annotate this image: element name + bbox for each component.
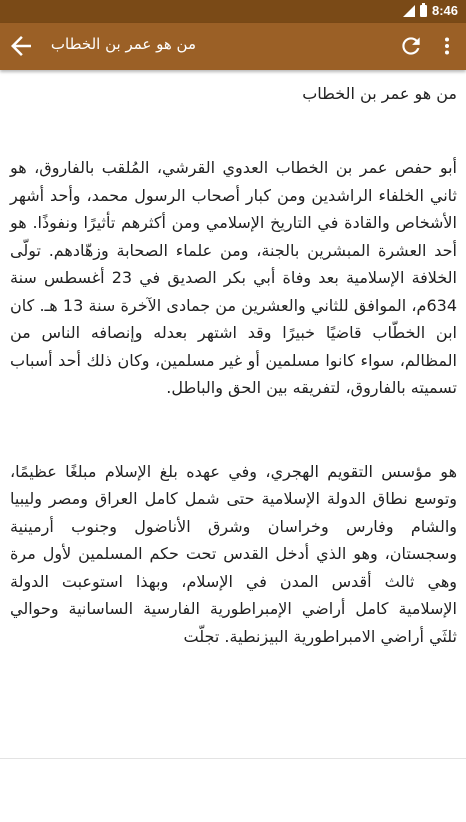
more-vert-icon[interactable]	[435, 33, 459, 59]
status-bar	[0, 0, 466, 23]
status-icons	[403, 3, 458, 18]
article-paragraph: هو مؤسس التقويم الهجري، وفي عهده بلغ الإسلام مبلغًا عظيمًا، وتوسع نطاق الدولة الإسلامية حتى شمل كامل العراق ومصر وليبيا والشام وفارس وخراسان وشرق الأناضول وجنوب أرمينية وسجستان، وهو الذي أدخل القدس تحت حكم المسلمين لأول مرة وهي ثالث أقدس المدن في الإسلام، وبهذا استوعبت الدولة الإسلامية كامل أراضي الإمبراطورية الفارسية الساسانية وحوالي ثلثَي أراضي الامبراطورية البيزنطية. تجلّت	[10, 461, 457, 646]
refresh-icon[interactable]	[398, 33, 424, 59]
toolbar-title: من هو عمر بن الخطاب	[50, 35, 196, 53]
arrow-back-icon[interactable]	[6, 31, 36, 61]
article-title: من هو عمر بن الخطاب	[302, 84, 457, 103]
app-toolbar	[0, 23, 466, 70]
status-time: 8:46	[431, 3, 458, 18]
content-divider	[0, 758, 466, 759]
article-content	[10, 70, 457, 760]
signal-icon	[403, 5, 415, 17]
article-paragraph: أبو حفص عمر بن الخطاب العدوي القرشي، المُلقب بالفاروق، هو ثاني الخلفاء الراشدين ومن كبار أصحاب الرسول محمد، وأحد أشهر الأشخاص والقادة في التاريخ الإسلامي ومن أكثرهم تأثيرًا ونفوذًا. هو أحد العشرة المبشرين بالجنة، ومن علماء الصحابة وزهّادهم. تولّى الخلافة الإسلامية بعد وفاة أبي بكر الصديق في 23 أغسطس سنة 634م، الموافق للثاني والعشرين من جمادى الآخرة سنة 13 هـ. كان ابن الخطّاب قاضيًا خبيرًا وقد اشتهر بعدله وإنصافه الناس من المظالم، سواء كانوا مسلمين أو غير مسلمين، وكان ذلك أحد أسباب تسميته بالفاروق، لتفريقه بين الحق والباطل.	[10, 158, 458, 397]
battery-icon	[420, 5, 427, 17]
